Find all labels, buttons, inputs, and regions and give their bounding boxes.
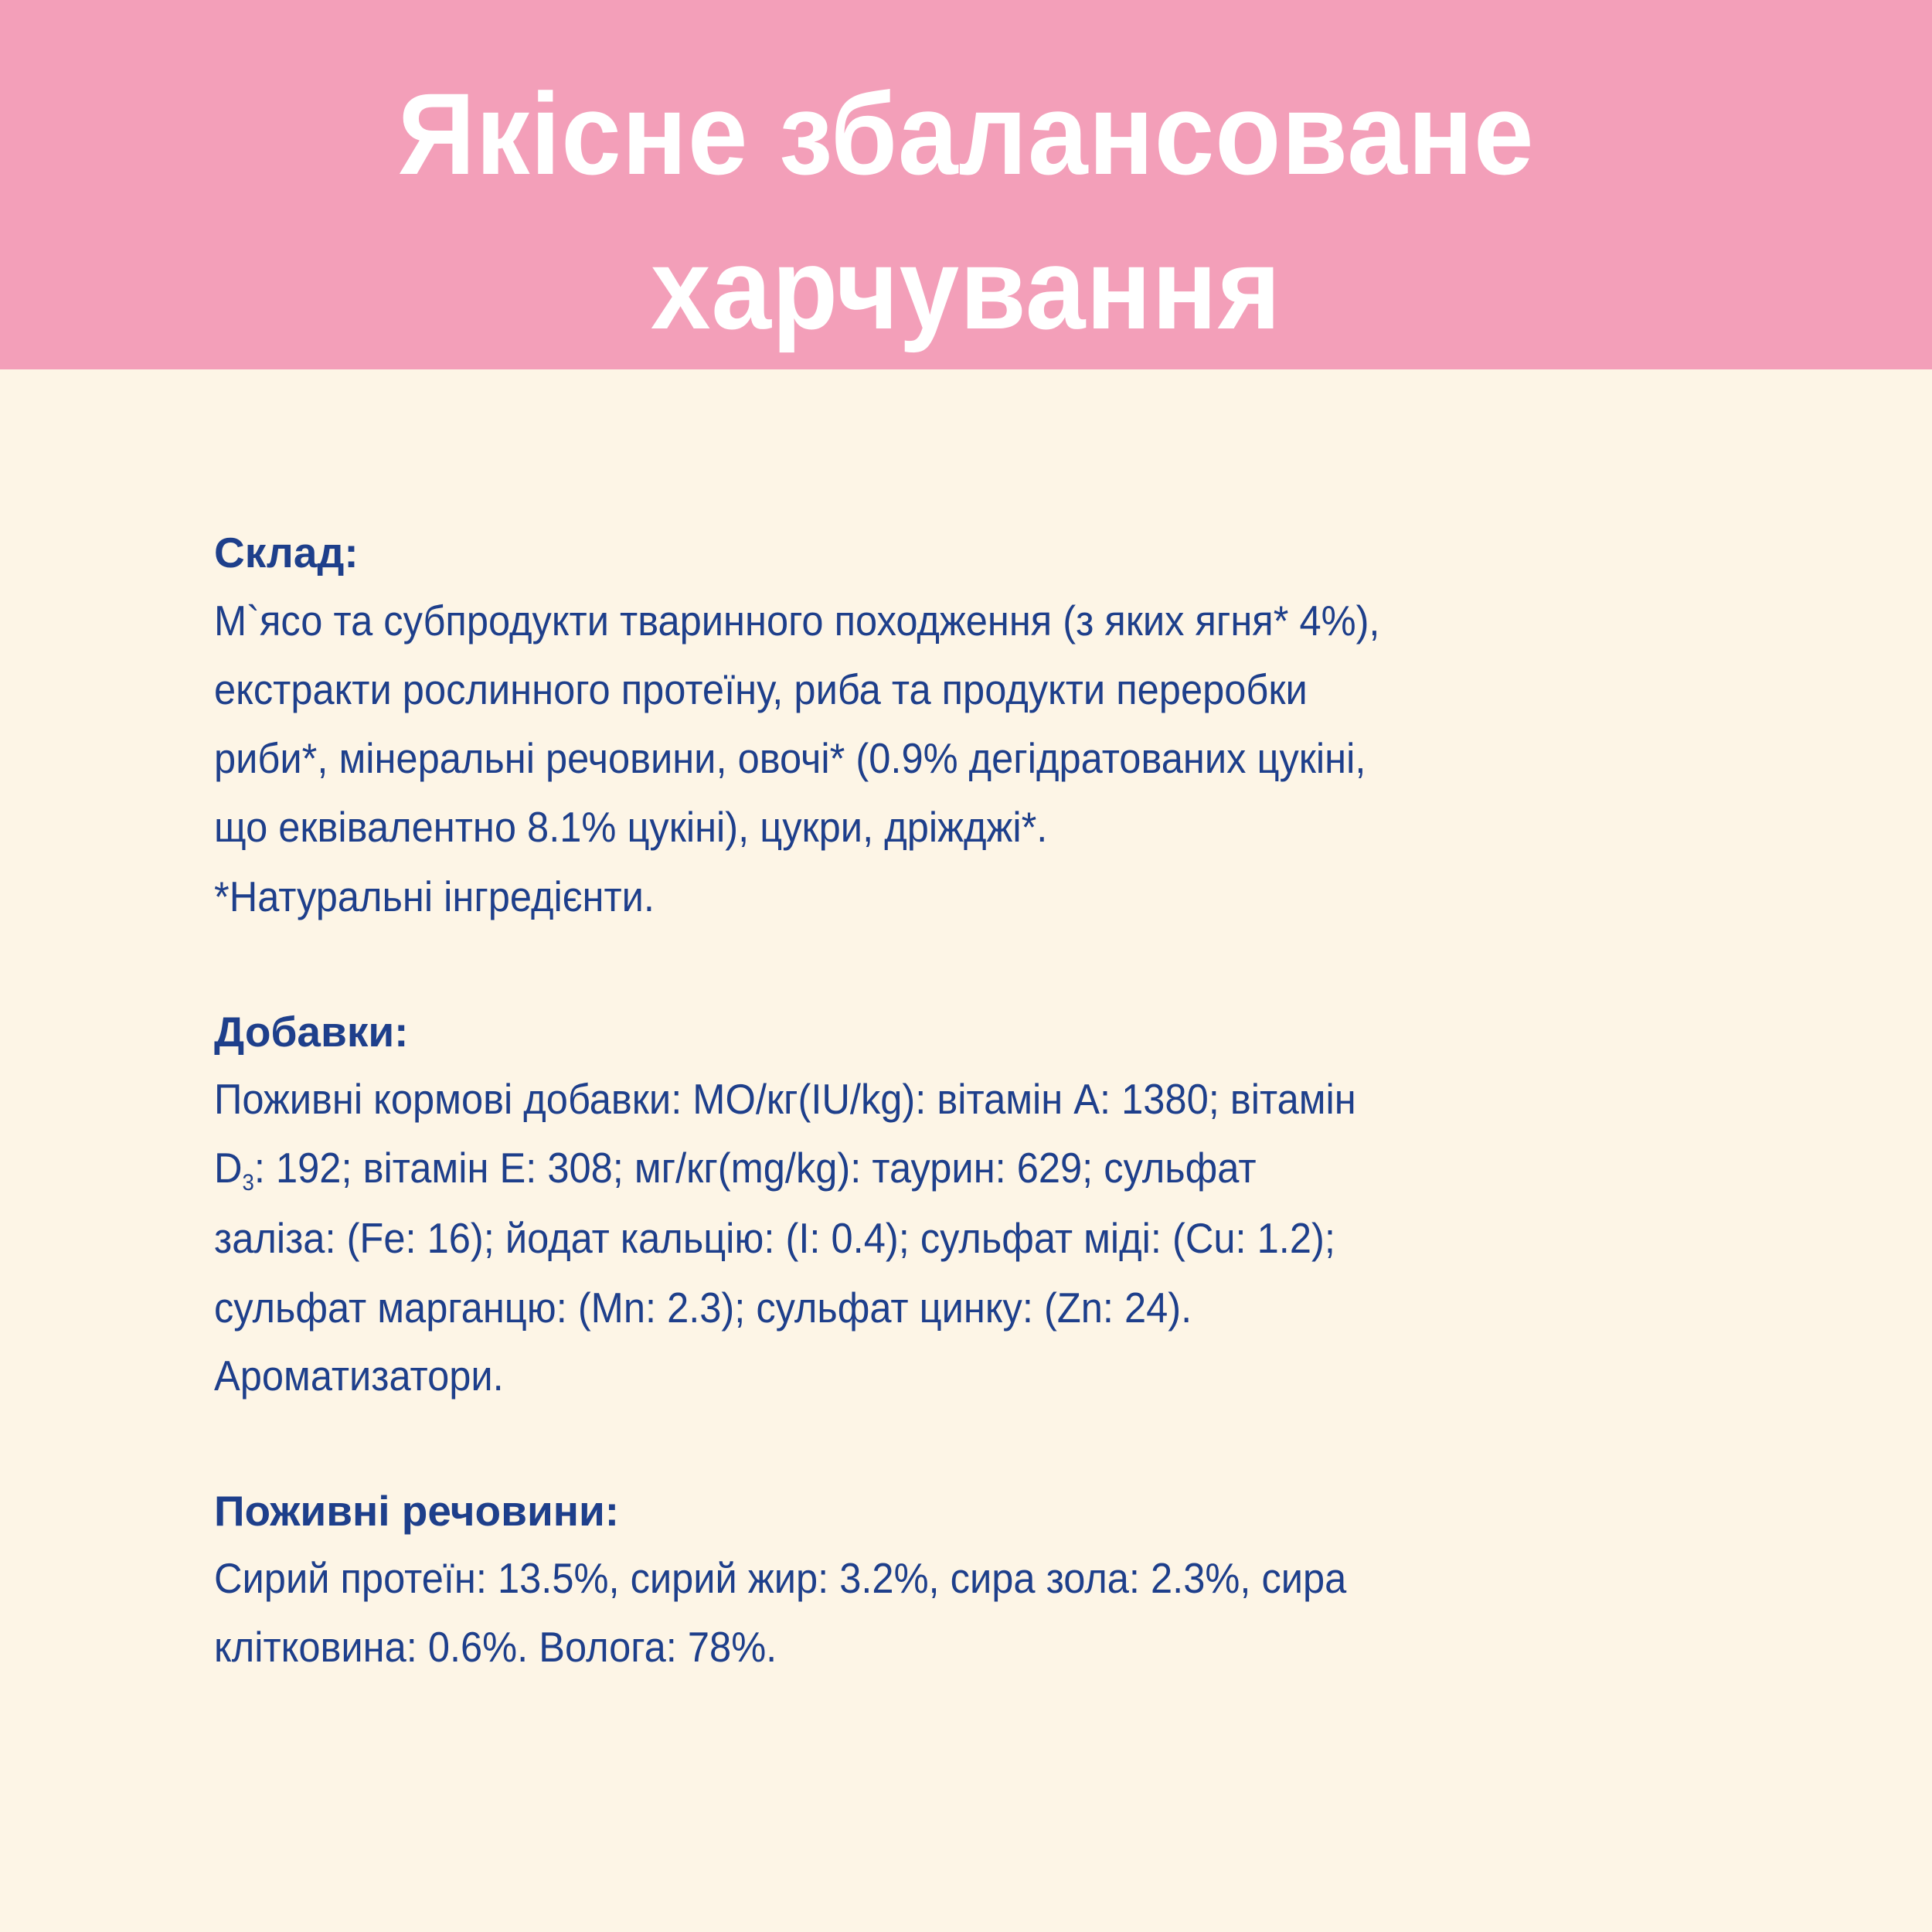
additives-heading: Добавки: [214,1008,409,1056]
nutrients-heading: Поживні речовини: [214,1487,620,1535]
vitamin-d-label: D [214,1144,243,1192]
composition-line: що еквівалентно 8.1% цукіні), цукри, дріжджі*. [214,803,1048,851]
nutrients-line: клітковина: 0.6%. Волога: 78%. [214,1623,777,1671]
additives-line: Поживні кормові добавки: МО/кг(IU/kg): вітамін А: 1380; вітамін [214,1075,1356,1123]
vitamin-d-subscript: 3 [242,1170,254,1196]
page-title-line-1: Якісне збалансоване [397,69,1535,199]
composition-line: риби*, мінеральні речовини, овочі* (0.9% дегідратованих цукіні, [214,734,1366,782]
additives-line-rest: : 192; вітамін Е: 308; мг/кг(mg/kg): таурин: 629; сульфат [253,1144,1257,1192]
composition-line: М`ясо та субпродукти тваринного походження (з яких ягня* 4%), [214,597,1380,645]
additives-line: заліза: (Fe: 16); йодат кальцію: (I: 0.4); сульфат міді: (Cu: 1.2); [214,1214,1335,1262]
additives-line [214,1144,1257,1196]
composition-heading: Склад: [214,529,359,577]
header-banner [0,0,1932,369]
page-title-line-2: харчування [650,223,1282,353]
natural-ingredients-note: *Натуральні інгредієнти. [214,872,655,920]
nutrients-line: Сирий протеїн: 13.5%, сирий жир: 3.2%, сира зола: 2.3%, сира [214,1554,1347,1602]
composition-line: екстракти рослинного протеїну, риба та продукти переробки [214,665,1308,713]
additives-line: сульфат марганцю: (Mn: 2.3); сульфат цинку: (Zn: 24). [214,1284,1192,1332]
flavorings-line: Ароматизатори. [214,1352,504,1400]
